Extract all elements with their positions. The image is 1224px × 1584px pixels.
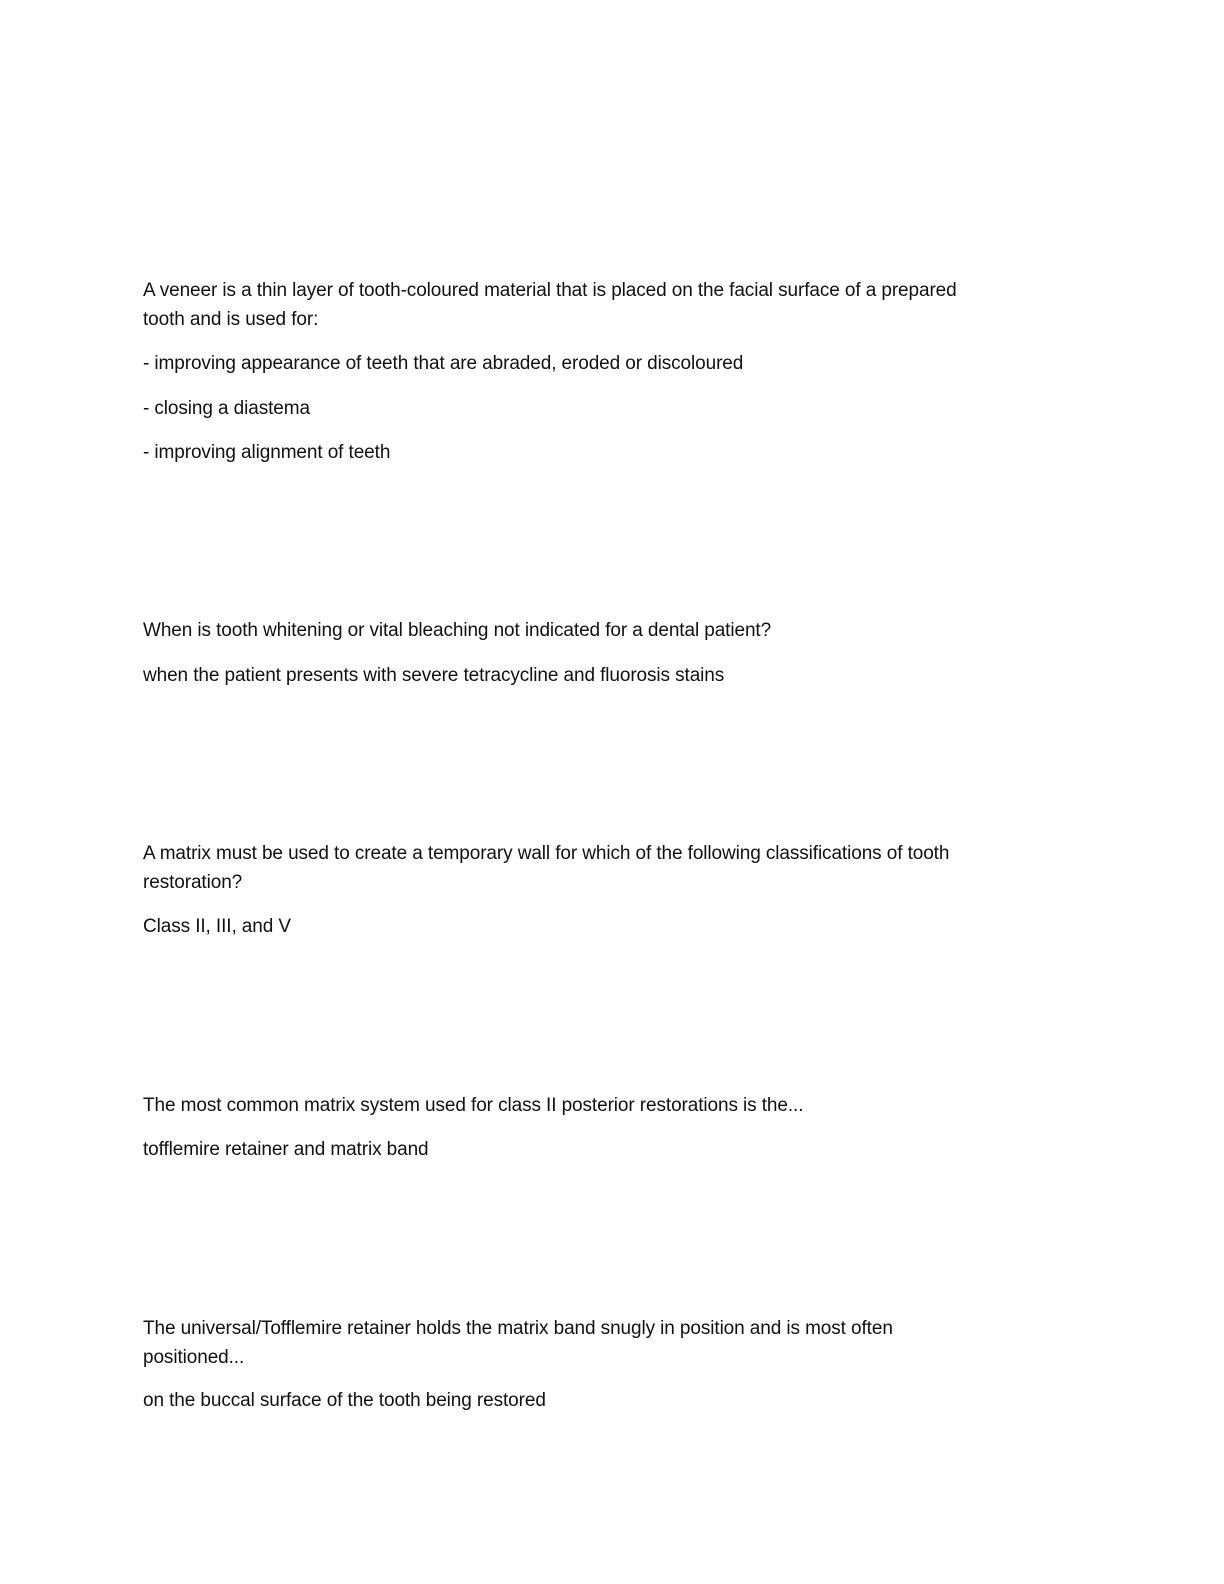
retainer-question-line-2: positioned... <box>143 1347 245 1368</box>
matrix-answer: Class II, III, and V <box>143 916 291 937</box>
veneer-definition-line-2: tooth and is used for: <box>143 309 319 330</box>
veneer-use-item-3: - improving alignment of teeth <box>143 442 391 463</box>
retainer-question-line-1: The universal/Tofflemire retainer holds the matrix band snugly in position and is most often <box>143 1318 893 1339</box>
veneer-definition-line-1: A veneer is a thin layer of tooth-coloured material that is placed on the facial surface of a prepared <box>143 280 957 301</box>
matrix-question-line-1: A matrix must be used to create a temporary wall for which of the following classifications of tooth <box>143 843 950 864</box>
matrix-system-question: The most common matrix system used for class II posterior restorations is the... <box>143 1095 804 1116</box>
matrix-question-line-2: restoration? <box>143 872 243 893</box>
veneer-use-item-1: - improving appearance of teeth that are abraded, eroded or discoloured <box>143 353 744 374</box>
retainer-answer: on the buccal surface of the tooth being restored <box>143 1390 546 1411</box>
whitening-answer: when the patient presents with severe tetracycline and fluorosis stains <box>143 665 725 686</box>
veneer-use-item-2: - closing a diastema <box>143 398 310 419</box>
whitening-question: When is tooth whitening or vital bleaching not indicated for a dental patient? <box>143 620 772 641</box>
matrix-system-answer: tofflemire retainer and matrix band <box>143 1139 429 1160</box>
